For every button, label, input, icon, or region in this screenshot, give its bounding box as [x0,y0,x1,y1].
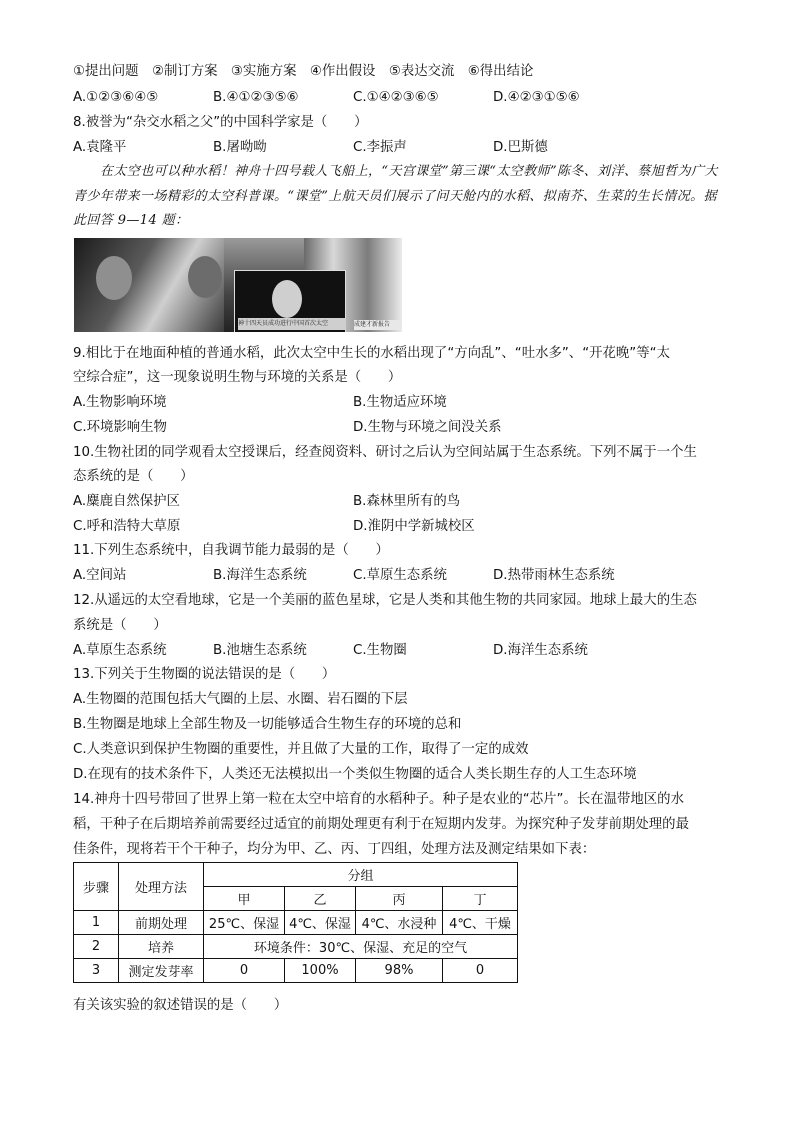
q8-option-d: D.巴斯德 [493,140,548,155]
merged-cell: 环境条件：30℃、保湿、充足的空气 [204,935,518,959]
q7-option-d: D.④②③①⑤⑥ [493,90,580,105]
table-row [74,959,518,983]
group-label: 甲 [204,887,285,911]
q12-stem-line1: 12.从遥远的太空看地球，它是一个美丽的蓝色星球，它是人类和其他生物的共同家园。地球上最大的生态 [73,593,697,608]
table-header-row [74,863,518,887]
q7-option-c: C.①④②③⑥⑤ [353,90,439,105]
method-cell: 测定发芽率 [119,959,204,983]
table-row [74,935,518,959]
photo-caption: 成建才新报告 [354,320,400,330]
q13-option-b: B.生物圈是地球上全部生物及一切能够适合生物生存的环境的总和 [73,717,462,732]
experiment-table [73,862,518,983]
q7-steps: ①提出问题 ②制订方案 ③实施方案 ④作出假设 ⑤表达交流 ⑥得出结论 [73,64,534,79]
method-cell: 前期处理 [119,911,204,935]
group-label: 丙 [356,887,443,911]
astronaut-figure [188,256,222,298]
q11-option-a: A.空间站 [73,568,127,583]
q9-option-d: D.生物与环境之间没关系 [353,420,502,435]
step-cell: 2 [74,935,119,959]
q12-option-c: C.生物圈 [353,643,407,658]
q13-option-a: A.生物圈的范围包括大气圈的上层、水圈、岩石圈的下层 [73,692,408,707]
reading-passage: 在太空也可以种水稻！神舟十四号载人飞船上，“天宫课堂”第三课“太空教师”陈冬、刘洋、蔡旭哲为广大青少年带来一场精彩的太空科普课。“课堂”上航天员们展示了问天舱内的水稻、拟南芥、生菜的生长情况。据此回答 9—14 题： [73,164,718,228]
q9-stem-line2: 空综合症”，这一现象说明生物与环境的关系是（ ） [73,370,402,385]
q12-options [73,641,733,661]
q10-option-d: D.淮阴中学新城校区 [353,519,475,534]
data-cell: 4℃、干燥 [443,911,518,935]
q9-options-row2 [73,418,733,438]
q10-stem-line2: 态系统的是（ ） [73,469,194,484]
q9-option-a: A.生物影响环境 [73,395,167,410]
q10-options-row1 [73,492,733,512]
q9-options-row1 [73,393,733,413]
q8-option-a: A.袁隆平 [73,140,127,155]
q7-option-b: B.④①②③⑤⑥ [213,90,299,105]
q12-stem-line2: 系统是（ ） [73,618,167,633]
q9-option-b: B.生物适应环境 [353,395,447,410]
table-row [74,911,518,935]
q14-stem-line3: 佳条件，现将若干个干种子，均分为甲、乙、丙、丁四组，处理方法及测定结果如下表： [73,842,596,857]
header-method: 处理方法 [119,863,204,911]
q8-option-c: C.李振声 [353,140,407,155]
q10-option-c: C.呼和浩特大草原 [73,519,181,534]
q8-stem: 8.被誉为“杂交水稻之父”的中国科学家是（ ） [73,115,368,130]
data-cell: 0 [204,959,285,983]
step-cell: 1 [74,911,119,935]
q9-stem-line1: 9.相比于在地面种植的普通水稻，此次太空中生长的水稻出现了“方向乱”、“吐水多”、“开花晚”等“太 [73,346,670,361]
group-label: 乙 [285,887,356,911]
q7-option-a: A.①②③⑥④⑤ [73,90,159,105]
data-cell: 4℃、水浸种 [356,911,443,935]
q10-option-a: A.麋鹿自然保护区 [73,494,180,509]
q8-options [73,138,733,158]
q13-option-c: C.人类意识到保护生物圈的重要性，并且做了大量的工作，取得了一定的成效 [73,742,529,757]
q14-stem-line2: 稻，干种子在后期培养前需要经过适宜的前期处理更有利于在短期内发芽。为探究种子发芽前期处理的最 [73,817,689,832]
q11-option-b: B.海洋生态系统 [213,568,307,583]
data-cell: 100% [285,959,356,983]
q12-option-b: B.池塘生态系统 [213,643,307,658]
data-cell: 98% [356,959,443,983]
astronaut-figure [272,280,302,318]
group-label: 丁 [443,887,518,911]
q11-option-d: D.热带雨林生态系统 [493,568,615,583]
q14-after-table: 有关该实验的叙述错误的是（ ） [73,998,288,1013]
data-cell: 4℃、保湿 [285,911,356,935]
q10-stem-line1: 10.生物社团的同学观看太空授课后，经查阅资料、研讨之后认为空间站属于生态系统。下列不属于一个生 [73,445,697,460]
photo-caption: 神十四天员成功进行中国首次太空 [238,318,346,330]
q11-option-c: C.草原生态系统 [353,568,447,583]
q12-option-a: A.草原生态系统 [73,643,167,658]
q9-option-c: C.环境影响生物 [73,420,167,435]
space-classroom-photo [74,238,402,332]
q14-stem-line1: 14.神舟十四号带回了世界上第一粒在太空中培育的水稻种子。种子是农业的“芯片”。长在温带地区的水 [73,792,684,807]
header-group: 分组 [204,863,518,887]
q10-options-row2 [73,517,733,537]
q11-stem: 11.下列生态系统中，自我调节能力最弱的是（ ） [73,543,389,558]
step-cell: 3 [74,959,119,983]
q13-stem: 13.下列关于生物圈的说法错误的是（ ） [73,667,336,682]
q11-options [73,566,733,586]
q13-option-d: D.在现有的技术条件下，人类还无法模拟出一个类似生物圈的适合人类长期生存的人工生态环境 [73,767,637,782]
q10-option-b: B.森林里所有的鸟 [353,494,461,509]
data-cell: 25℃、保湿 [204,911,285,935]
method-cell: 培养 [119,935,204,959]
data-cell: 0 [443,959,518,983]
q7-options [73,88,733,108]
header-step: 步骤 [74,863,119,911]
q12-option-d: D.海洋生态系统 [493,643,588,658]
q8-option-b: B.屠呦呦 [213,140,267,155]
astronaut-figure [96,256,132,300]
